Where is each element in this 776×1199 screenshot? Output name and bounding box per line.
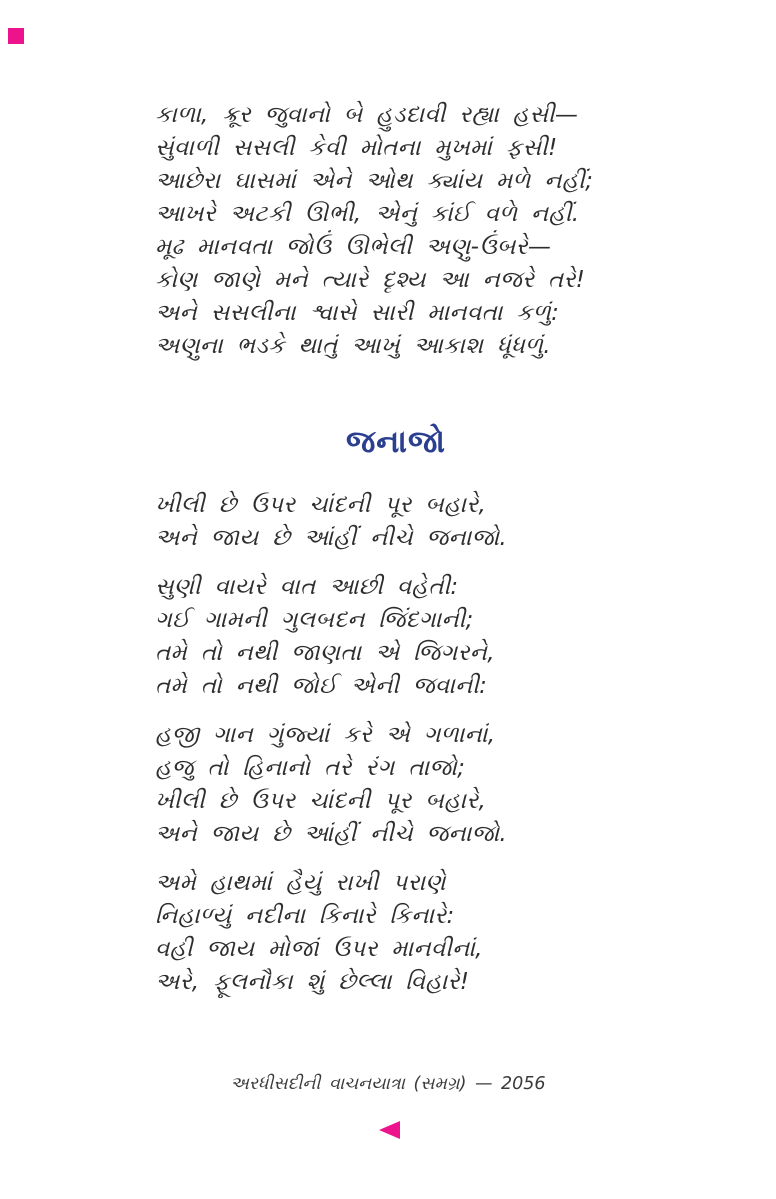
top-poem-block [155, 99, 593, 363]
footer-caption: અરધીસદીની વાચનયાત્રા (સમગ્ર) — 2056 [230, 1074, 546, 1094]
poem-line: આછેરા ઘાસમાં એને ઓથ ક્યાંય મળે નહીં; [155, 168, 594, 194]
poem-line: હજી ગાન ગુંજ્યાં કરે એ ગળાનાં, [155, 722, 496, 748]
poem-line: તમે તો નથી જોઈ એની જવાની: [155, 673, 488, 699]
poem-line: હજુ તો હિનાનો તરે રંગ તાજો; [155, 755, 466, 781]
poem-line: અમે હાથમાં હૈયું રાખી પરાણે [155, 870, 446, 896]
poem-line: અને સસલીના શ્વાસે સારી માનવતા કળું: [155, 300, 560, 326]
stanza [155, 489, 507, 555]
poem-line: ગઈ ગામની ગુલબદન જિંદગાની; [155, 607, 474, 633]
poem-line: ખીલી છે ઉપર ચાંદની પૂર બહારે, [155, 492, 487, 518]
poem-line: સુંવાળી સસલી કેવી મોતના મુખમાં ફસી! [155, 135, 558, 161]
stanza [155, 719, 507, 851]
poem-line: તમે તો નથી જાણતા એ જિગરને, [155, 640, 495, 666]
poem-line: ખીલી છે ઉપર ચાંદની પૂર બહારે, [155, 788, 487, 814]
left-triangle-icon [379, 1121, 400, 1139]
poem-line: અને જાય છે આંહીં નીચે જનાજો. [155, 525, 508, 551]
poem-line: નિહાળ્યું નદીના કિનારે કિનારે: [155, 903, 455, 929]
poem-line: વહી જાય મોજાં ઉપર માનવીનાં, [155, 936, 483, 962]
poem-line: અણુના ભડકે થાતું આખું આકાશ ધૂંધળું. [155, 333, 551, 359]
corner-mark-square-icon [8, 28, 24, 44]
stanza [155, 867, 507, 999]
poem-line: અને જાય છે આંહીં નીચે જનાજો. [155, 821, 508, 847]
poem-line: અરે, ફૂલનૌકા શું છેલ્લા વિહારે! [155, 969, 470, 995]
poem-line: સુણી વાયરે વાત આછી વહેતી: [155, 574, 459, 600]
poem-title: જનાજો [345, 424, 447, 460]
stanza [155, 571, 507, 703]
poem-line: આખરે અટકી ઊભી, એનું કાંઈ વળે નહીં. [155, 201, 580, 227]
poem-line: મૂઢ માનવતા જોઉં ઊભેલી અણુ-ઉંબરે— [155, 234, 552, 260]
poem-line: કોણ જાણે મને ત્યારે દૃશ્ય આ નજરે તરે! [155, 267, 586, 293]
poem-body [155, 489, 507, 1015]
poem-line: કાળા, ક્રૂર જુવાનો બે હુડદાવી રહ્યા હસી— [155, 102, 579, 128]
